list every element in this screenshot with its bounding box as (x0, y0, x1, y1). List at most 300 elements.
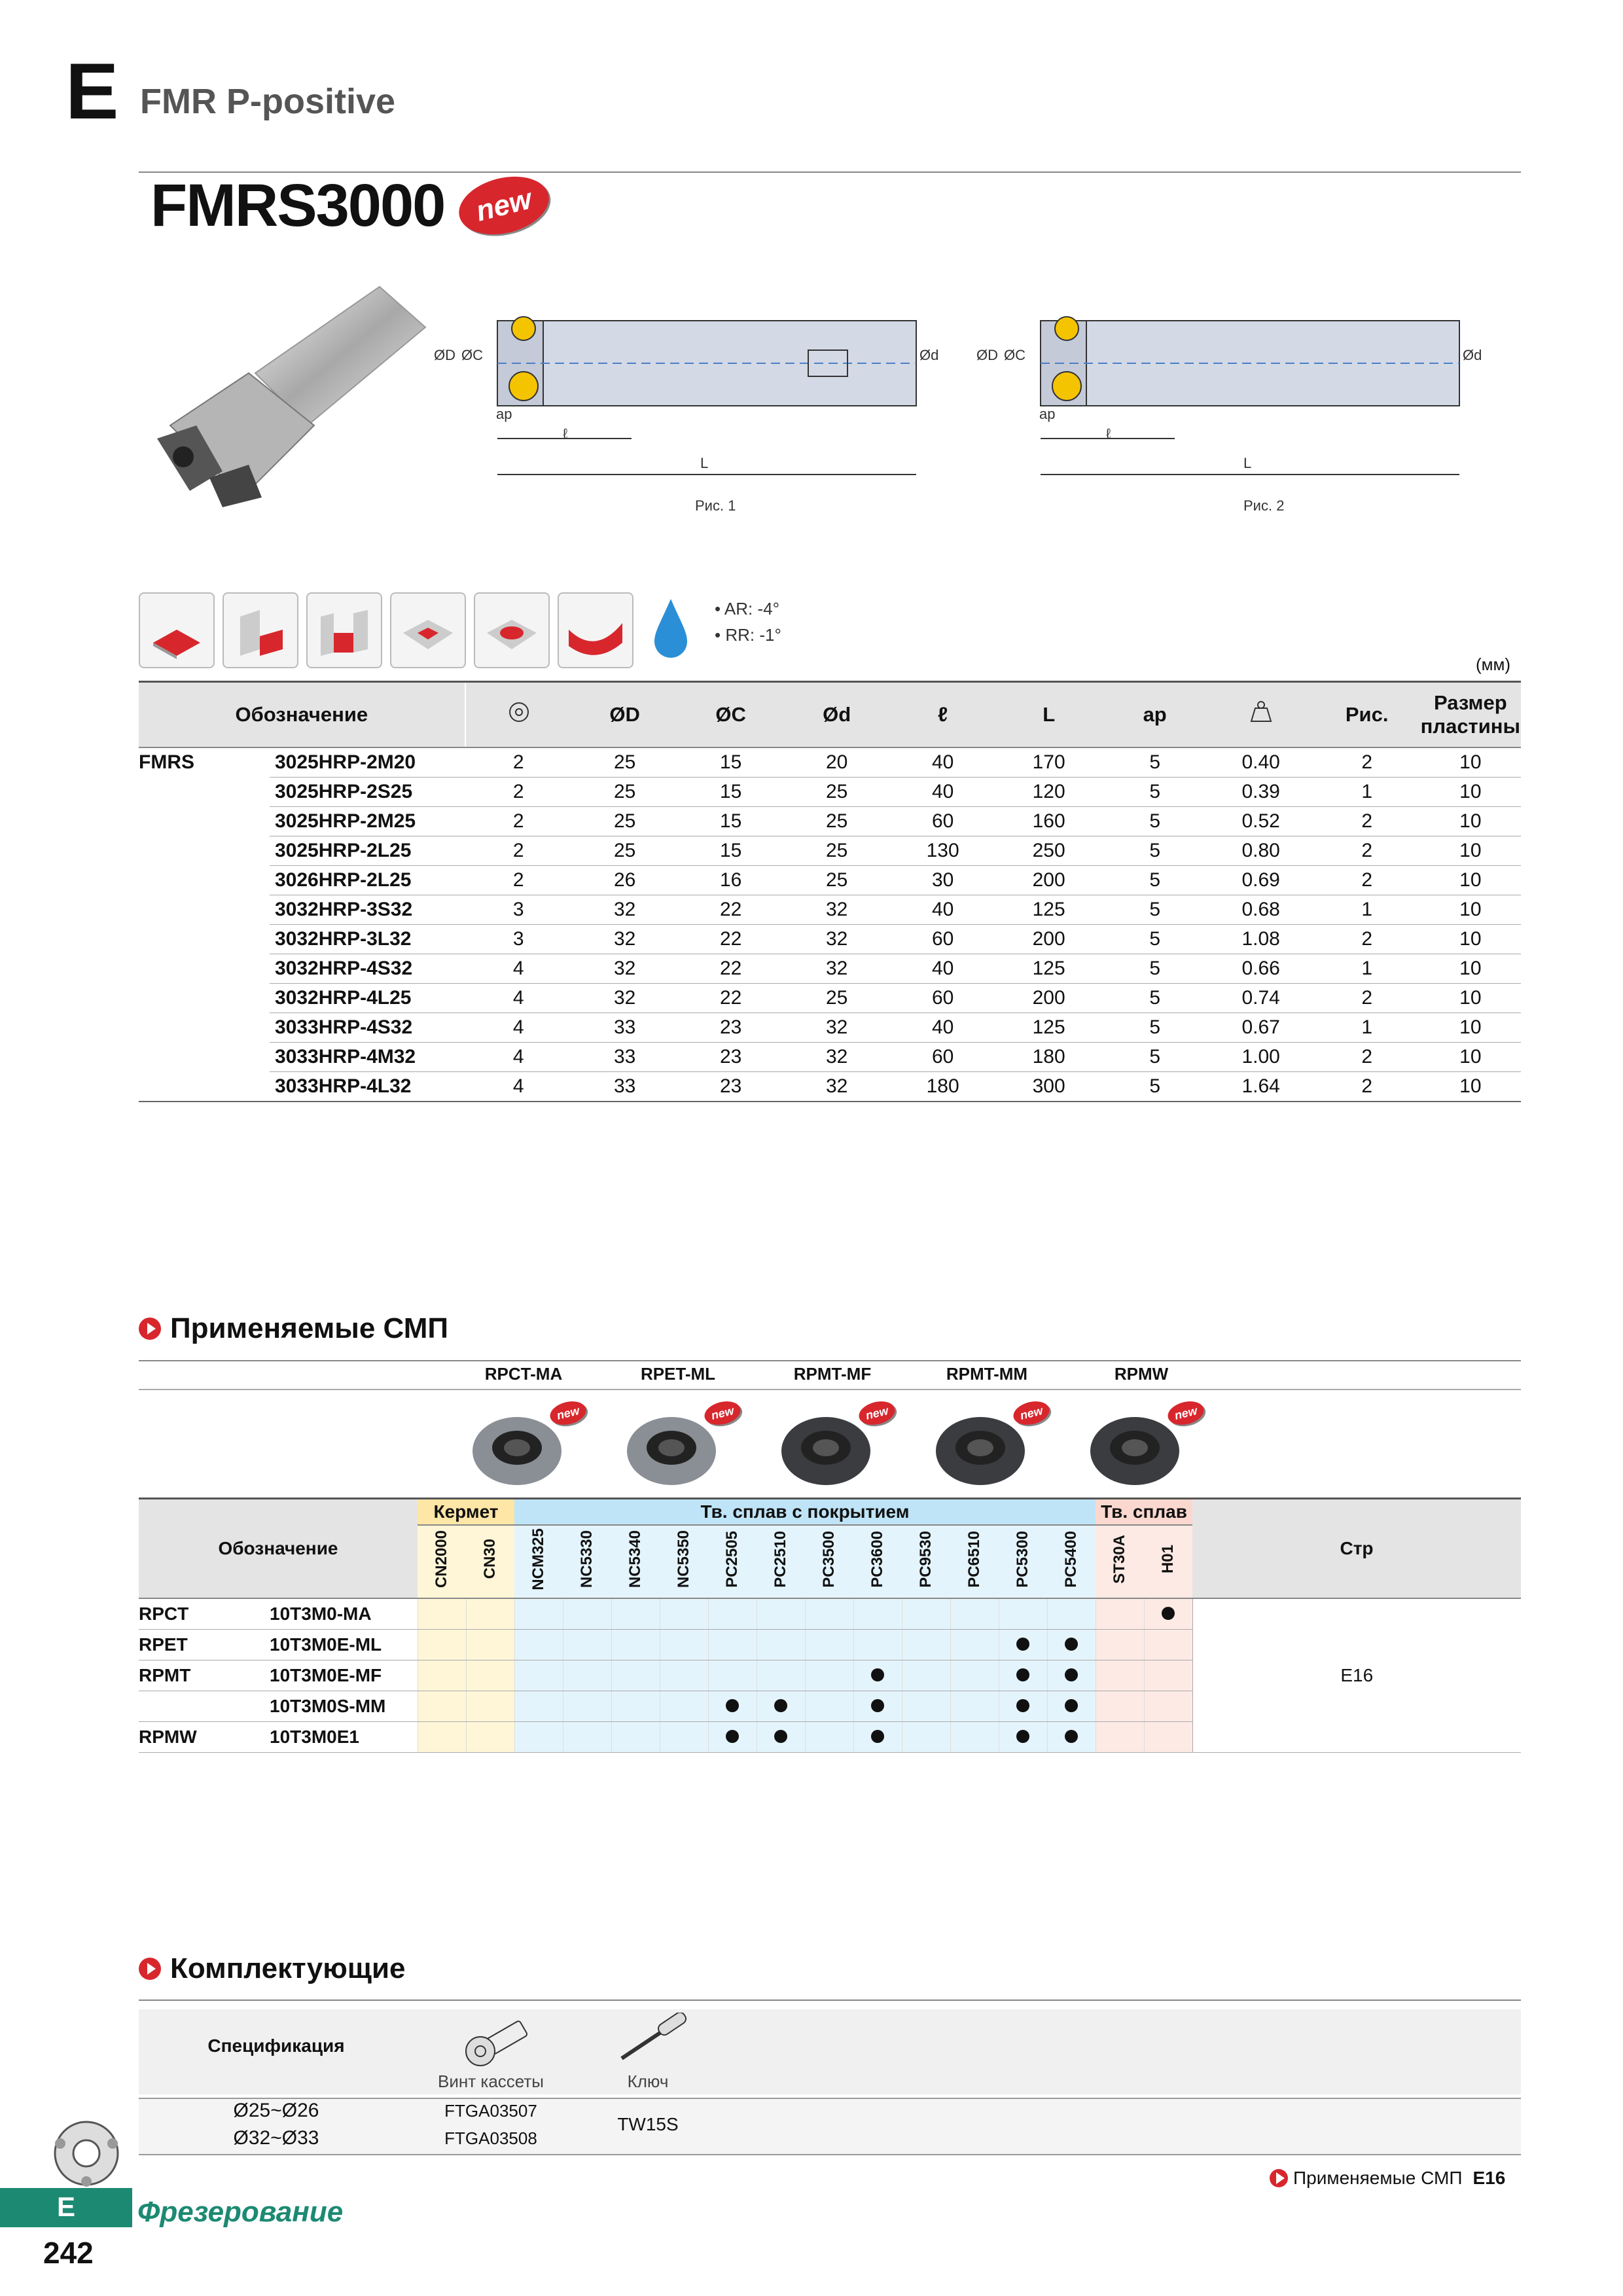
accessories-section-title: Комплектующие (170, 1952, 406, 1984)
pocket-milling-icon (390, 592, 466, 668)
insert-code: 10T3M0E1 (270, 1721, 418, 1752)
grade-label: H01 (1159, 1544, 1177, 1574)
header-d: Ød (784, 682, 890, 748)
grade-cell (805, 1660, 853, 1691)
value-cell: 0.52 (1208, 807, 1314, 836)
value-cell: 15 (678, 836, 784, 866)
drawing-fig1 (432, 314, 942, 484)
value-cell: 25 (572, 747, 678, 778)
screw-label: Винт кассеты (438, 2072, 544, 2091)
grade-cell (1096, 1721, 1144, 1752)
value-cell: 160 (996, 807, 1102, 836)
grade-cell (466, 1598, 514, 1630)
value-cell: 32 (784, 925, 890, 954)
grade-cell (708, 1721, 757, 1752)
value-cell: 32 (784, 1072, 890, 1102)
section-letter: E (65, 46, 119, 135)
grade-cell (660, 1598, 708, 1630)
coolant-drop-icon (648, 592, 694, 666)
grade-cell (853, 1660, 902, 1691)
value-cell: 25 (784, 866, 890, 895)
accessory-screw-2: FTGA03508 (444, 2128, 537, 2148)
value-cell: 33 (572, 1072, 678, 1102)
dim-label-l-fig2: ℓ (1106, 425, 1111, 442)
availability-dot (1016, 1638, 1029, 1651)
page-ref[interactable]: E16 (1192, 1598, 1521, 1753)
table-row (139, 895, 1521, 925)
grade-cell (950, 1598, 999, 1630)
grade-label: NC5330 (578, 1530, 596, 1588)
value-cell: 200 (996, 925, 1102, 954)
availability-dot (1162, 1607, 1175, 1620)
grade-label: CN2000 (433, 1530, 450, 1588)
new-badge: new (548, 1398, 589, 1429)
value-cell: 120 (996, 778, 1102, 807)
family-cell (139, 807, 270, 836)
value-cell: 2 (465, 778, 572, 807)
inserts-section-title: Применяемые СМП (170, 1312, 449, 1344)
value-cell: 22 (678, 984, 784, 1013)
grade-cell (1047, 1598, 1096, 1630)
value-cell: 32 (572, 954, 678, 984)
value-cell: 60 (890, 984, 996, 1013)
value-cell: 2 (465, 747, 572, 778)
value-cell: 2 (465, 807, 572, 836)
table-row (139, 807, 1521, 836)
grade-cell (514, 1721, 563, 1752)
grade-header (950, 1525, 999, 1598)
shoulder-milling-icon (223, 592, 298, 668)
accessory-screw-1: FTGA03507 (444, 2101, 537, 2121)
value-cell: 25 (784, 836, 890, 866)
value-cell: 2 (1314, 1072, 1420, 1102)
value-cell: 15 (678, 778, 784, 807)
header-ap: ap (1102, 682, 1208, 748)
fig2-caption: Рис. 2 (1243, 497, 1285, 514)
header-C: ØC (678, 682, 784, 748)
value-cell: 180 (996, 1043, 1102, 1072)
value-cell: 2 (1314, 984, 1420, 1013)
grade-cell (1144, 1598, 1192, 1630)
value-cell: 5 (1102, 954, 1208, 984)
value-cell: 16 (678, 866, 784, 895)
value-cell: 250 (996, 836, 1102, 866)
grade-cell (611, 1629, 660, 1660)
main-table (139, 681, 1521, 1102)
dim-label-C-fig2: ØC (1004, 347, 1026, 363)
grade-cell (950, 1721, 999, 1752)
grade-cell (611, 1598, 660, 1630)
grade-cell (563, 1598, 611, 1630)
grade-cell (1096, 1598, 1144, 1630)
value-cell: 25 (572, 807, 678, 836)
grade-cell (1047, 1691, 1096, 1721)
section-arrow-icon (139, 1958, 161, 1980)
value-cell: 40 (890, 954, 996, 984)
value-cell: 1 (1314, 1013, 1420, 1043)
grade-cell (611, 1660, 660, 1691)
grade-cell (805, 1721, 853, 1752)
value-cell: 22 (678, 895, 784, 925)
grade-cell (853, 1721, 902, 1752)
grade-cell (660, 1691, 708, 1721)
family-cell (139, 984, 270, 1013)
grade-label: PC5300 (1014, 1530, 1031, 1588)
accessories-section-heading (139, 1952, 405, 1985)
dim-label-ap-fig2: ap (1039, 406, 1056, 422)
availability-dot (871, 1668, 884, 1681)
value-cell: 26 (572, 866, 678, 895)
value-cell: 200 (996, 984, 1102, 1013)
grade-header (466, 1525, 514, 1598)
value-cell: 1 (1314, 954, 1420, 984)
grade-cell (708, 1598, 757, 1630)
value-cell: 5 (1102, 836, 1208, 866)
value-cell: 5 (1102, 1013, 1208, 1043)
value-cell: 10 (1420, 954, 1521, 984)
value-cell: 32 (572, 984, 678, 1013)
availability-dot (1065, 1699, 1078, 1712)
family-cell (139, 836, 270, 866)
table-row (139, 778, 1521, 807)
grade-cell (708, 1629, 757, 1660)
grade-cell (757, 1629, 805, 1660)
family-cell (139, 1072, 270, 1102)
insert-family (139, 1691, 270, 1721)
grade-cell (950, 1629, 999, 1660)
value-cell: 10 (1420, 1043, 1521, 1072)
value-cell: 25 (784, 807, 890, 836)
dim-label-L-fig2: L (1243, 455, 1252, 471)
footer-tab-title: Фрезерование (137, 2196, 344, 2228)
group-coated: Тв. сплав с покрытием (514, 1499, 1096, 1525)
dim-label-ap: ap (496, 406, 512, 422)
new-badge: new (1011, 1398, 1052, 1429)
value-cell: 5 (1102, 1043, 1208, 1072)
grade-label: PC9530 (917, 1530, 935, 1588)
grade-header (805, 1525, 853, 1598)
value-cell: 4 (465, 984, 572, 1013)
header-l: ℓ (890, 682, 996, 748)
header-designation: Обозначение (139, 682, 465, 748)
group-carbide: Тв. сплав (1096, 1499, 1192, 1525)
table-row (139, 1013, 1521, 1043)
milling-cutter-icon (41, 2117, 132, 2189)
value-cell: 40 (890, 778, 996, 807)
value-cell: 20 (784, 747, 890, 778)
grade-header (514, 1525, 563, 1598)
grade-cell (902, 1598, 950, 1630)
grade-label: NC5340 (626, 1530, 644, 1588)
value-cell: 1.08 (1208, 925, 1314, 954)
value-cell: 23 (678, 1043, 784, 1072)
value-cell: 10 (1420, 836, 1521, 866)
value-cell: 0.74 (1208, 984, 1314, 1013)
grade-header (708, 1525, 757, 1598)
value-cell: 4 (465, 954, 572, 984)
value-cell: 25 (784, 984, 890, 1013)
value-cell: 5 (1102, 1072, 1208, 1102)
header-insert-size: Размер пластины (1420, 682, 1521, 748)
grade-cell (853, 1629, 902, 1660)
value-cell: 32 (784, 954, 890, 984)
grade-cell (1144, 1691, 1192, 1721)
availability-dot (1065, 1730, 1078, 1743)
availability-dot (774, 1730, 787, 1743)
value-cell: 40 (890, 895, 996, 925)
insert-code: 10T3M0E-ML (270, 1629, 418, 1660)
grade-cell (563, 1629, 611, 1660)
accessories-divider (139, 2000, 1521, 2001)
designation-cell: 3025HRP-2S25 (270, 778, 465, 807)
table-row (139, 984, 1521, 1013)
family-cell (139, 1013, 270, 1043)
table-row (139, 954, 1521, 984)
footer-link[interactable] (1270, 2168, 1505, 2189)
new-badge: new (857, 1398, 898, 1429)
new-badge: new (453, 168, 555, 243)
grade-cell (418, 1660, 466, 1691)
family-cell (139, 1043, 270, 1072)
value-cell: 5 (1102, 866, 1208, 895)
availability-dot (726, 1730, 739, 1743)
group-cermet: Кермет (418, 1499, 514, 1525)
grade-cell (805, 1691, 853, 1721)
dim-label-l: ℓ (563, 425, 568, 442)
value-cell: 10 (1420, 1072, 1521, 1102)
grade-cell (902, 1691, 950, 1721)
table-row (139, 747, 1521, 778)
insert-code: 10T3M0-MA (270, 1598, 418, 1630)
value-cell: 23 (678, 1013, 784, 1043)
availability-dot (726, 1699, 739, 1712)
value-cell: 33 (572, 1043, 678, 1072)
grade-cell (418, 1598, 466, 1630)
dim-label-L: L (700, 455, 709, 471)
grade-cell (950, 1691, 999, 1721)
grades-header-designation: Обозначение (139, 1499, 418, 1598)
slot-milling-icon (306, 592, 382, 668)
value-cell: 200 (996, 866, 1102, 895)
availability-dot (1016, 1699, 1029, 1712)
header-L: L (996, 682, 1102, 748)
value-cell: 10 (1420, 866, 1521, 895)
grade-cell (902, 1629, 950, 1660)
value-cell: 10 (1420, 1013, 1521, 1043)
grade-cell (1144, 1721, 1192, 1752)
dim-label-C: ØC (461, 347, 483, 363)
grade-label: NC5350 (675, 1530, 692, 1588)
value-cell: 60 (890, 807, 996, 836)
grade-header (757, 1525, 805, 1598)
value-cell: 22 (678, 925, 784, 954)
face-milling-icon (139, 592, 215, 668)
fig1-caption: Рис. 1 (695, 497, 736, 514)
availability-dot (1016, 1668, 1029, 1681)
footer-link-ref: E16 (1472, 2168, 1506, 2188)
grade-cell (1096, 1660, 1144, 1691)
value-cell: 180 (890, 1072, 996, 1102)
grade-header (1047, 1525, 1096, 1598)
value-cell: 125 (996, 895, 1102, 925)
grade-label: NCM325 (529, 1528, 547, 1590)
value-cell: 5 (1102, 925, 1208, 954)
grade-cell (1047, 1629, 1096, 1660)
grade-label: PC3500 (820, 1530, 838, 1588)
grade-cell (660, 1660, 708, 1691)
new-badge: new (1166, 1398, 1207, 1429)
value-cell: 0.80 (1208, 836, 1314, 866)
value-cell: 0.39 (1208, 778, 1314, 807)
value-cell: 25 (784, 778, 890, 807)
value-cell: 1.00 (1208, 1043, 1314, 1072)
grade-cell (999, 1721, 1047, 1752)
value-cell: 2 (1314, 807, 1420, 836)
grade-cell (902, 1721, 950, 1752)
designation-cell: 3032HRP-4S32 (270, 954, 465, 984)
grade-cell (563, 1691, 611, 1721)
grade-cell (757, 1598, 805, 1630)
value-cell: 15 (678, 747, 784, 778)
table-row (139, 866, 1521, 895)
grade-header (1144, 1525, 1192, 1598)
designation-cell: 3032HRP-4L25 (270, 984, 465, 1013)
unit-label: (мм) (1476, 655, 1511, 674)
insert-family: RPET (139, 1629, 270, 1660)
value-cell: 32 (784, 1013, 890, 1043)
value-cell: 1 (1314, 778, 1420, 807)
grade-header (999, 1525, 1047, 1598)
family-cell (139, 895, 270, 925)
value-cell: 0.67 (1208, 1013, 1314, 1043)
value-cell: 10 (1420, 778, 1521, 807)
grade-cell (418, 1721, 466, 1752)
value-cell: 2 (465, 836, 572, 866)
value-cell: 2 (1314, 925, 1420, 954)
header-weight-icon (1208, 682, 1314, 748)
value-cell: 33 (572, 1013, 678, 1043)
designation-cell: 3025HRP-2M25 (270, 807, 465, 836)
value-cell: 2 (1314, 747, 1420, 778)
grade-cell (418, 1691, 466, 1721)
header-D: ØD (572, 682, 678, 748)
designation-cell: 3033HRP-4S32 (270, 1013, 465, 1043)
insert-code: 10T3M0E-MF (270, 1660, 418, 1691)
value-cell: 32 (572, 895, 678, 925)
grade-cell (1096, 1691, 1144, 1721)
availability-dot (1016, 1730, 1029, 1743)
value-cell: 40 (890, 1013, 996, 1043)
grade-cell (563, 1660, 611, 1691)
value-cell: 2 (1314, 1043, 1420, 1072)
product-title: FMRS3000 (151, 172, 445, 239)
grade-cell (999, 1629, 1047, 1660)
copy-milling-icon (558, 592, 633, 668)
insert-name: RPMT-MF (793, 1364, 872, 1384)
grade-label: PC6510 (965, 1530, 983, 1588)
drawing-fig2 (975, 314, 1486, 484)
value-cell: 10 (1420, 747, 1521, 778)
designation-cell: 3032HRP-3L32 (270, 925, 465, 954)
grade-cell (514, 1598, 563, 1630)
section-arrow-icon (139, 1318, 161, 1340)
grade-cell (660, 1721, 708, 1752)
grade-cell (1144, 1660, 1192, 1691)
insert-family: RPMW (139, 1721, 270, 1752)
inserts-section-heading (139, 1312, 448, 1345)
grade-cell (514, 1660, 563, 1691)
value-cell: 0.69 (1208, 866, 1314, 895)
grade-header (1096, 1525, 1144, 1598)
family-cell (139, 866, 270, 895)
grades-header-page: Стр (1192, 1499, 1521, 1598)
dim-label-d-fig2: Ød (1463, 347, 1482, 363)
grade-label: PC3600 (868, 1530, 886, 1588)
page-number: 242 (43, 2236, 94, 2270)
grade-cell (1047, 1660, 1096, 1691)
value-cell: 0.68 (1208, 895, 1314, 925)
grade-cell (757, 1660, 805, 1691)
header-fig: Рис. (1314, 682, 1420, 748)
value-cell: 2 (465, 866, 572, 895)
value-cell: 10 (1420, 807, 1521, 836)
value-cell: 32 (784, 895, 890, 925)
insert-code: 10T3M0S-MM (270, 1691, 418, 1721)
designation-cell: 3032HRP-3S32 (270, 895, 465, 925)
grade-label: PC2505 (723, 1530, 741, 1588)
footer-tab-letter: E (56, 2191, 75, 2222)
family-cell (139, 954, 270, 984)
value-cell: 5 (1102, 807, 1208, 836)
grade-label: ST30A (1111, 1534, 1128, 1584)
grade-label: CN30 (481, 1539, 499, 1579)
value-cell: 3 (465, 925, 572, 954)
value-cell: 10 (1420, 984, 1521, 1013)
accessory-spec-1: Ø25~Ø26 (233, 2100, 319, 2121)
grade-cell (514, 1691, 563, 1721)
value-cell: 4 (465, 1043, 572, 1072)
grade-cell (466, 1691, 514, 1721)
value-cell: 1.64 (1208, 1072, 1314, 1102)
value-cell: 30 (890, 866, 996, 895)
family-cell (139, 925, 270, 954)
grade-cell (999, 1660, 1047, 1691)
grade-label: PC5400 (1062, 1530, 1080, 1588)
grade-cell (418, 1629, 466, 1660)
grades-table (139, 1498, 1521, 1753)
grade-label: PC2510 (772, 1530, 789, 1588)
insert-images-row (0, 1363, 1623, 1494)
grade-cell (757, 1691, 805, 1721)
screw-icon (458, 2009, 537, 2068)
product-photo (144, 281, 432, 517)
family-cell (139, 778, 270, 807)
dim-label-D-fig2: ØD (976, 347, 998, 363)
value-cell: 4 (465, 1013, 572, 1043)
inserts-divider (139, 1360, 1521, 1361)
grade-cell (1047, 1721, 1096, 1752)
value-cell: 25 (572, 778, 678, 807)
insert-family: RPMT (139, 1660, 270, 1691)
value-cell: 0.40 (1208, 747, 1314, 778)
value-cell: 23 (678, 1072, 784, 1102)
insert-family: RPCT (139, 1598, 270, 1630)
value-cell: 125 (996, 954, 1102, 984)
value-cell: 3 (465, 895, 572, 925)
dim-label-d: Ød (919, 347, 939, 363)
table-row (139, 1043, 1521, 1072)
insert-name: RPMT-MM (946, 1364, 1028, 1384)
